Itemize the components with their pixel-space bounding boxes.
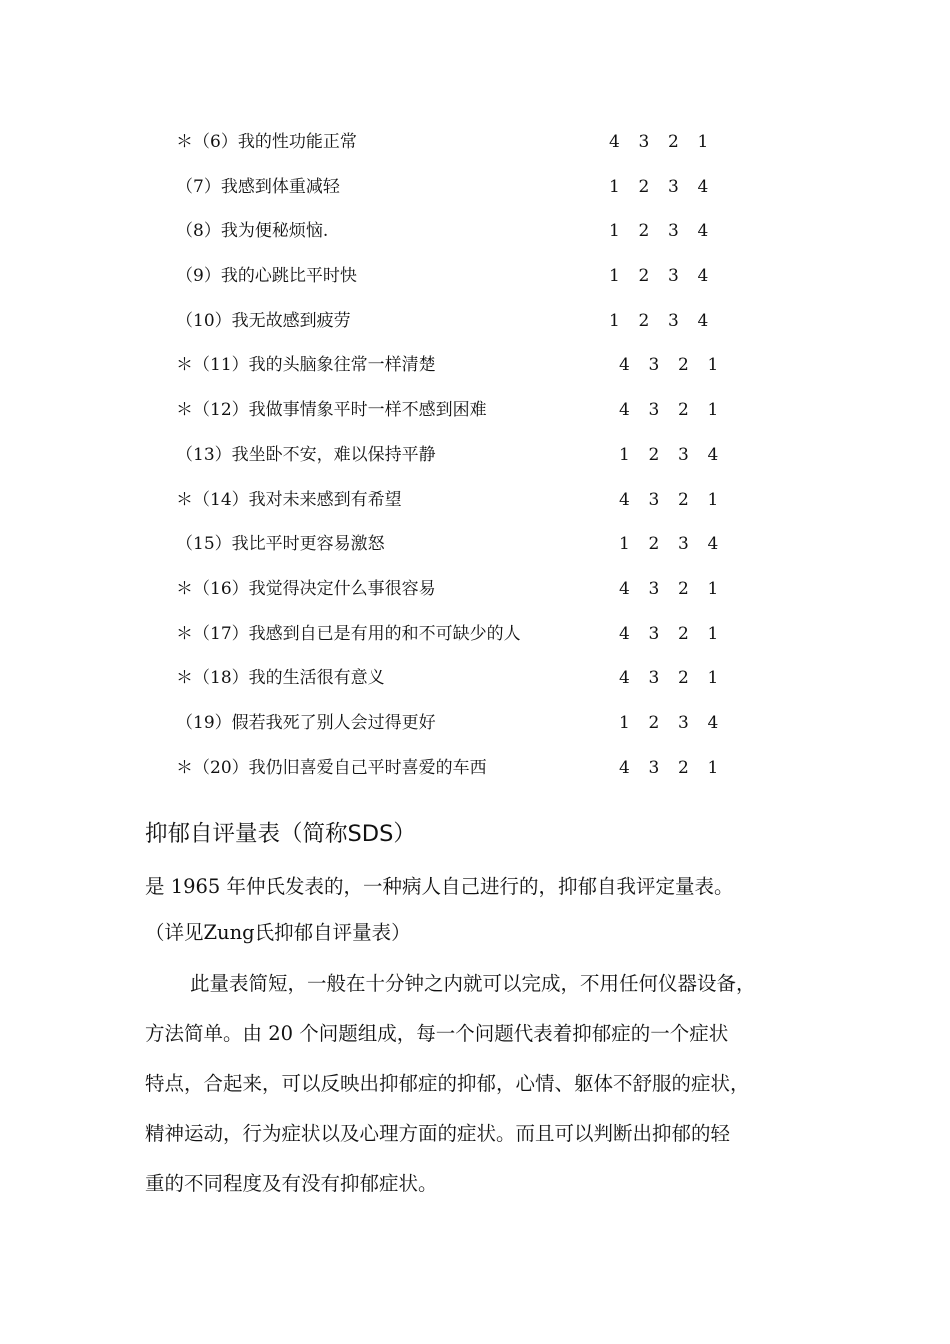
intro-line: （详见Zung氏抑郁自评量表） xyxy=(145,921,411,944)
score-value: 4 xyxy=(697,266,709,287)
score-value: 4 xyxy=(619,578,630,599)
score-value: 3 xyxy=(678,534,689,555)
score-value: 1 xyxy=(707,355,719,376)
score-value: 3 xyxy=(648,623,660,644)
item-text: ＊（14）我对未来感到有希望 xyxy=(176,489,402,510)
item-scores xyxy=(619,575,737,603)
score-value: 2 xyxy=(678,489,689,510)
score-value: 1 xyxy=(707,489,719,510)
score-value: 3 xyxy=(668,176,679,197)
score-value: 2 xyxy=(648,444,660,465)
score-value: 2 xyxy=(678,668,689,689)
score-value: 4 xyxy=(697,221,709,242)
score-value: 1 xyxy=(609,310,620,331)
score-value: 3 xyxy=(668,266,679,287)
score-value: 1 xyxy=(707,757,719,778)
score-value: 1 xyxy=(707,400,719,421)
description-line: 精神运动，行为症状以及心理方面的症状。而且可以判断出抑郁的轻 xyxy=(145,1122,731,1145)
score-value: 4 xyxy=(619,489,630,510)
score-value: 3 xyxy=(648,400,660,421)
item-row xyxy=(176,530,736,575)
score-value: 2 xyxy=(648,534,660,555)
score-value: 4 xyxy=(619,355,630,376)
item-text: （10）我无故感到疲劳 xyxy=(176,310,351,331)
score-value: 4 xyxy=(697,176,709,197)
item-scores xyxy=(609,262,727,290)
item-row xyxy=(176,620,736,665)
score-value: 2 xyxy=(668,132,679,152)
item-text: （8）我为便秘烦恼. xyxy=(176,221,329,242)
item-row xyxy=(176,262,736,307)
score-value: 1 xyxy=(619,534,630,555)
item-row xyxy=(176,575,736,620)
item-scores xyxy=(619,486,737,514)
score-value: 1 xyxy=(707,578,719,599)
score-value: 1 xyxy=(619,444,630,465)
item-scores xyxy=(609,217,727,245)
item-scores xyxy=(609,307,727,335)
item-text: （19）假若我死了别人会过得更好 xyxy=(176,712,436,733)
score-value: 1 xyxy=(707,623,719,644)
item-text: ＊（17）我感到自已是有用的和不可缺少的人 xyxy=(176,623,521,644)
score-value: 3 xyxy=(678,444,689,465)
description-line: 特点，合起来，可以反映出抑郁症的抑郁，心情、躯体不舒服的症状， xyxy=(145,1072,750,1095)
score-value: 2 xyxy=(678,400,689,421)
item-text: ＊（18）我的生活很有意义 xyxy=(176,668,385,689)
intro-paragraph xyxy=(145,871,815,963)
item-scores xyxy=(619,620,737,648)
intro-line: 是 1965 年仲氏发表的，一种病人自己进行的，抑郁自我评定量表。 xyxy=(145,875,734,898)
score-value: 4 xyxy=(697,310,709,331)
score-value: 4 xyxy=(609,132,620,152)
score-value: 1 xyxy=(707,668,719,689)
score-value: 3 xyxy=(668,221,679,242)
score-value: 2 xyxy=(648,712,660,733)
score-value: 1 xyxy=(697,132,709,152)
score-value: 3 xyxy=(648,668,660,689)
item-row xyxy=(176,754,736,799)
item-scores xyxy=(609,128,727,156)
score-value: 4 xyxy=(619,668,630,689)
score-value: 2 xyxy=(638,221,650,242)
score-value: 3 xyxy=(648,489,660,510)
score-value: 4 xyxy=(707,444,719,465)
score-value: 1 xyxy=(609,176,620,197)
item-row xyxy=(176,173,736,218)
item-text: ＊（20）我仍旧喜爱自己平时喜爱的车西 xyxy=(176,757,487,778)
item-row xyxy=(176,441,736,486)
item-row xyxy=(176,709,736,754)
score-value: 4 xyxy=(707,712,719,733)
item-scores xyxy=(619,754,737,782)
description-line: 方法简单。由 20 个问题组成，每一个问题代表着抑郁症的一个症状 xyxy=(145,1022,729,1045)
score-value: 1 xyxy=(619,712,630,733)
score-value: 4 xyxy=(619,400,630,421)
score-value: 3 xyxy=(648,578,660,599)
item-text: （9）我的心跳比平时快 xyxy=(176,266,357,287)
score-value: 3 xyxy=(668,310,679,331)
score-value: 1 xyxy=(609,221,620,242)
score-value: 3 xyxy=(678,712,689,733)
score-value: 3 xyxy=(648,757,660,778)
item-row xyxy=(176,396,736,441)
score-value: 2 xyxy=(678,578,689,599)
description-line: 重的不同程度及有没有抑郁症状。 xyxy=(145,1172,438,1195)
score-value: 1 xyxy=(609,266,620,287)
item-scores xyxy=(609,173,727,201)
item-row xyxy=(176,307,736,352)
score-value: 2 xyxy=(678,355,689,376)
questionnaire-items xyxy=(176,128,736,798)
item-scores xyxy=(619,351,737,379)
item-row xyxy=(176,664,736,709)
description-paragraph xyxy=(145,968,815,1218)
item-text: ＊（6）我的性功能正常 xyxy=(176,132,357,152)
item-scores xyxy=(619,396,737,424)
item-text: （13）我坐卧不安，难以保持平静 xyxy=(176,444,436,465)
score-value: 3 xyxy=(638,132,650,152)
item-row xyxy=(176,128,736,173)
section-heading: 抑郁自评量表（简称SDS） xyxy=(145,821,416,847)
score-value: 4 xyxy=(619,623,630,644)
score-value: 2 xyxy=(638,176,650,197)
item-text: ＊（12）我做事情象平时一样不感到困难 xyxy=(176,400,487,421)
description-line: 此量表简短，一般在十分钟之内就可以完成，不用任何仪器设备， xyxy=(190,972,756,995)
score-value: 2 xyxy=(638,266,650,287)
item-row xyxy=(176,351,736,396)
score-value: 2 xyxy=(638,310,650,331)
score-value: 4 xyxy=(619,757,630,778)
score-value: 2 xyxy=(678,757,689,778)
item-row xyxy=(176,486,736,531)
item-scores xyxy=(619,709,737,737)
score-value: 3 xyxy=(648,355,660,376)
item-text: （7）我感到体重减轻 xyxy=(176,176,340,197)
item-scores xyxy=(619,441,737,469)
item-row xyxy=(176,217,736,262)
item-text: ＊（11）我的头脑象往常一样清楚 xyxy=(176,355,436,376)
item-text: （15）我比平时更容易激怒 xyxy=(176,534,385,555)
score-value: 4 xyxy=(707,534,719,555)
score-value: 2 xyxy=(678,623,689,644)
item-scores xyxy=(619,664,737,692)
item-scores xyxy=(619,530,737,558)
item-text: ＊（16）我觉得决定什么事很容易 xyxy=(176,578,436,599)
